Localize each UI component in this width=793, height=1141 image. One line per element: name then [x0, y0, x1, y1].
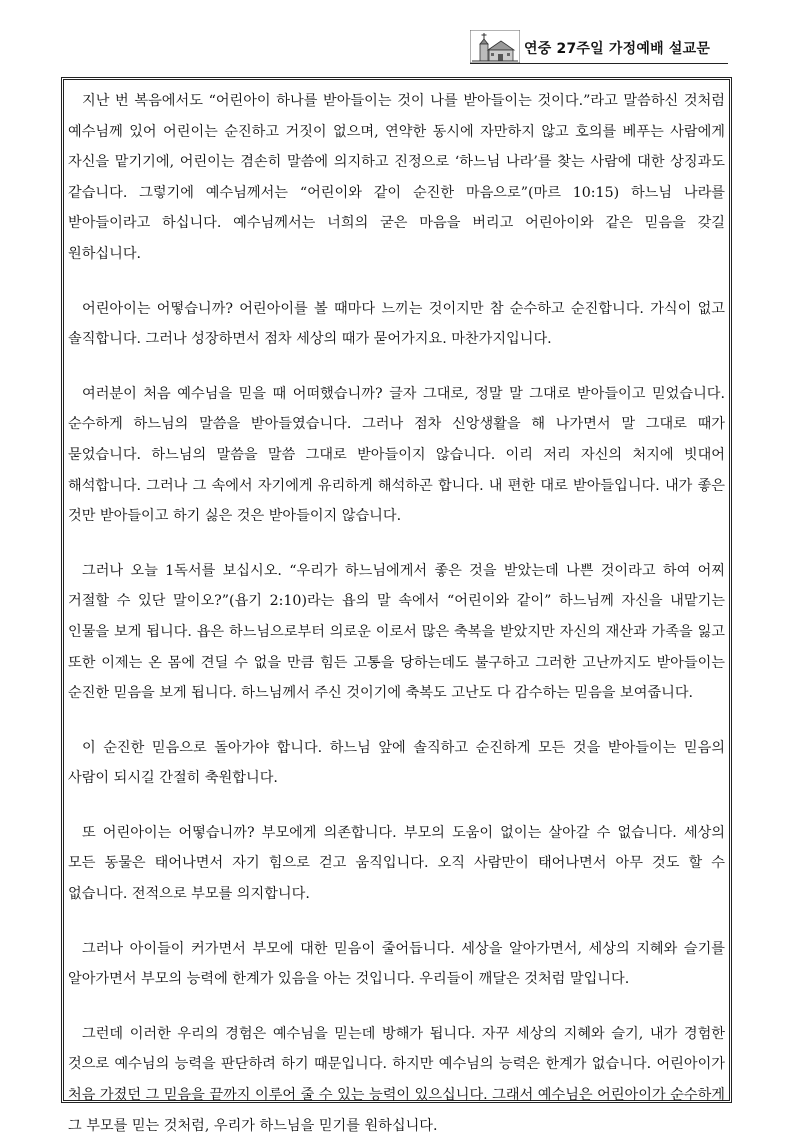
- sermon-paragraph: 여러분이 처음 예수님을 믿을 때 어떠했습니까? 글자 그대로, 정말 말 그대로 받아들이고 믿었습니다. 순수하게 하느님의 말씀을 받아들였습니다. 그러나 점차 신앙생활을 해 나가면서 말 그대로 때가 묻었습니다. 하느님의 말씀을 말씀 그대로 받아들이지 않습니다. 이리 저리 자신의 처지에 빗대어 해석합니다. 그러나 그 속에서 자기에게 유리하게 해석하곤 합니다. 내 편한 대로 받아들입니다. 내가 좋은 것만 받아들이고 하기 싫은 것은 받아들이지 않습니다.: [68, 385, 725, 525]
- sermon-paragraph: 그러나 아이들이 커가면서 부모에 대한 믿음이 줄어듭니다. 세상을 알아가면서, 세상의 지혜와 슬기를 알아가면서 부모의 능력에 한계가 있음을 아는 것입니다. 우리들이 깨달은 것처럼 말입니다.: [68, 940, 725, 988]
- sermon-paragraph: 지난 번 복음에서도 “어린아이 하나를 받아들이는 것이 나를 받아들이는 것이다.”라고 말씀하신 것처럼 예수님께 있어 어린이는 순진하고 거짓이 없으며, 연약한 동시에 자만하지 않고 호의를 베푸는 사람에게 자신을 맡기기에, 어린이는 겸손히 말씀에 의지하고 진정으로 ‘하느님 나라’를 찾는 사람에 대한 상징과도 같습니다. 그렇기에 예수님께서는 “어린이와 같이 순진한 마음으로”(마르 10:15) 하느님 나라를 받아들이라고 하십니다. 예수님께서는 너희의 굳은 마음을 버리고 어린아이와 같은 믿음을 갖길 원하십니다.: [68, 93, 725, 262]
- sermon-paragraph: 어린아이는 어떻습니까? 어린아이를 볼 때마다 느끼는 것이지만 참 순수하고 순진합니다. 가식이 없고 솔직합니다. 그러나 성장하면서 점차 세상의 때가 묻어가지요. 마찬가지입니다.: [68, 300, 725, 348]
- sermon-paragraph: 그러나 오늘 1독서를 보십시오. “우리가 하느님에게서 좋은 것을 받았는데 나쁜 것이라고 하여 어찌 거절할 수 있단 말이오?”(욥기 2:10)라는 욥의 말 속에서 “어린이와 같이” 하느님께 자신을 내맡기는 인물을 보게 됩니다. 욥은 하느님으로부터 의로운 이로서 많은 축복을 받았지만 자신의 재산과 가족을 잃고 또한 이제는 온 몸에 견딜 수 없을 만큼 힘든 고통을 당하는데도 불구하고 그러한 고난까지도 받아들이는 순진한 믿음을 보게 됩니다. 하느님께서 주신 것이기에 축복도 고난도 다 감수하는 믿음을 보여줍니다.: [68, 562, 725, 702]
- sermon-text-box: [61, 77, 732, 1134]
- sermon-paragraph: 그런데 이러한 우리의 경험은 예수님을 믿는데 방해가 됩니다. 자꾸 세상의 지혜와 슬기, 내가 경험한 것으로 예수님의 능력을 판단하려 하기 때문입니다. 하지만 예수님의 능력은 한계가 없습니다. 어린아이가 처음 가졌던 그 믿음을 끝까지 이루어 줄 수 있는 능력이 있으십니다. 그래서 예수님은 어린아이가 순수하게 그 부모를 믿는 것처럼, 우리가 하느님을 믿기를 원하십니다.: [68, 1025, 725, 1134]
- header-divider: [470, 63, 728, 64]
- sermon-paragraph: 또 어린아이는 어떻습니까? 부모에게 의존합니다. 부모의 도움이 없이는 살아갈 수 없습니다. 세상의 모든 동물은 태어나면서 자기 힘으로 걷고 움직입니다. 오직 사람만이 태어나면서 아무 것도 할 수 없습니다. 전적으로 부모를 의지합니다.: [68, 824, 725, 903]
- church-icon: [470, 30, 520, 63]
- page-title: 연중 27주일 가정예배 설교문: [524, 41, 711, 57]
- sermon-paragraph: 이 순진한 믿음으로 돌아가야 합니다. 하느님 앞에 솔직하고 순진하게 모든 것을 받아들이는 믿음의 사람이 되시길 간절히 축원합니다.: [68, 739, 725, 787]
- page-header: [0, 0, 793, 66]
